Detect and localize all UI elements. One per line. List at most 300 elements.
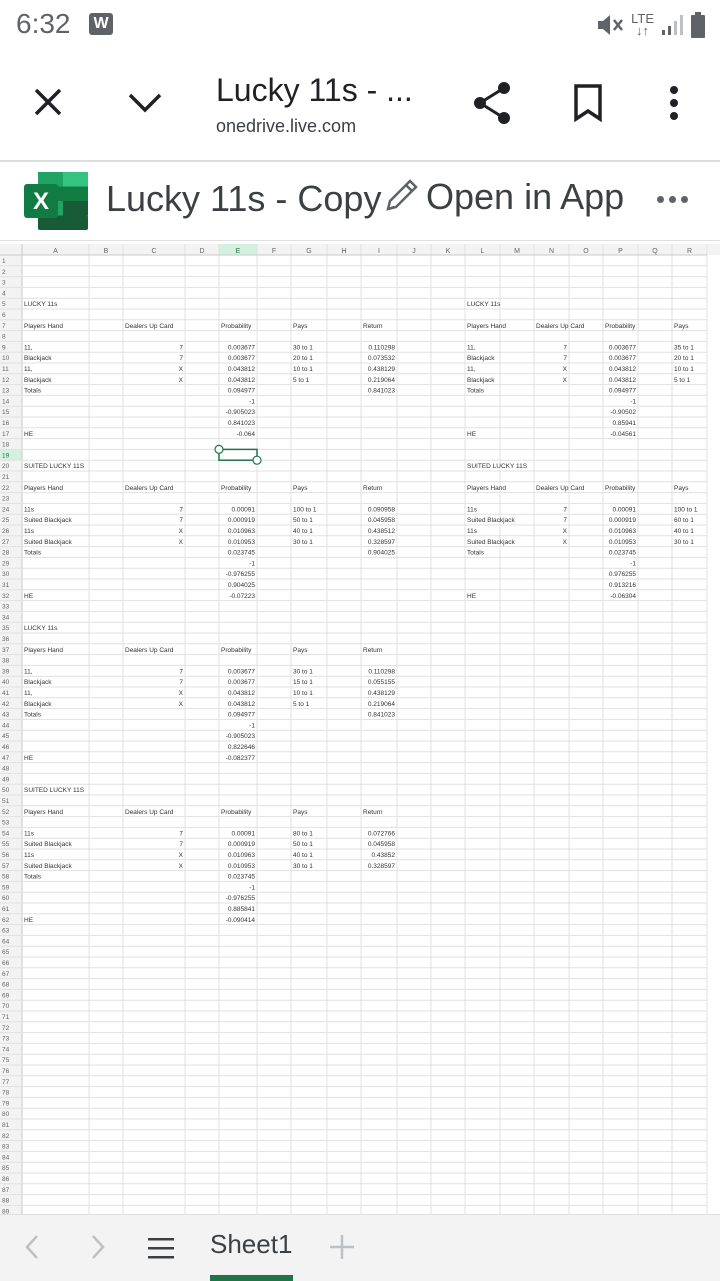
cell-A11[interactable]: 11, [24, 366, 33, 373]
cell-E15[interactable]: -0.905023 [225, 409, 255, 417]
cell-L7[interactable]: Players Hand [467, 322, 507, 330]
cell-E14[interactable]: -1 [249, 398, 255, 406]
row-header-15[interactable]: 15 [2, 409, 10, 417]
row-header-24[interactable]: 24 [2, 506, 10, 514]
row-header-31[interactable]: 31 [2, 582, 10, 589]
row-header-33[interactable]: 33 [2, 603, 10, 611]
cell-N25[interactable]: 7 [563, 517, 567, 525]
cell-A42[interactable]: Blackjack [24, 700, 52, 708]
row-header-27[interactable]: 27 [2, 538, 10, 546]
cell-E55[interactable]: 0.000919 [227, 841, 255, 849]
cell-A17[interactable]: HE [24, 430, 34, 438]
cell-C26[interactable]: X [178, 528, 183, 535]
cell-A55[interactable]: Suited Blackjack [24, 841, 72, 849]
cell-E41[interactable]: 0.043812 [227, 690, 255, 697]
column-header-A[interactable]: A [53, 248, 58, 255]
cell-I24[interactable]: 0.090958 [367, 506, 395, 514]
row-header-76[interactable]: 76 [2, 1068, 10, 1075]
row-header-11[interactable]: 11 [2, 366, 9, 373]
cell-E11[interactable]: 0.043812 [227, 366, 255, 373]
chevron-right-icon[interactable] [84, 1233, 112, 1261]
cell-N10[interactable]: 7 [563, 355, 567, 363]
cell-N11[interactable]: X [562, 366, 567, 373]
cell-E59[interactable]: -1 [249, 884, 255, 892]
column-header-B[interactable]: B [103, 248, 109, 255]
cell-E42[interactable]: 0.043812 [227, 700, 255, 708]
row-header-69[interactable]: 69 [2, 992, 10, 1000]
row-header-16[interactable]: 16 [2, 420, 10, 427]
cell-P27[interactable]: 0.010953 [608, 538, 636, 546]
cell-I40[interactable]: 0.055155 [367, 679, 395, 687]
row-header-84[interactable]: 84 [2, 1154, 10, 1162]
cell-P12[interactable]: 0.043812 [608, 376, 636, 384]
cell-E17[interactable]: -0.064 [236, 430, 255, 438]
cell-C12[interactable]: X [178, 376, 183, 384]
active-cell-selection[interactable] [219, 449, 257, 460]
row-header-88[interactable]: 88 [2, 1197, 10, 1205]
row-header-3[interactable]: 3 [2, 279, 6, 287]
row-header-22[interactable]: 22 [2, 484, 10, 492]
cell-I37[interactable]: Return [363, 646, 383, 654]
cell-E16[interactable]: 0.841023 [227, 420, 255, 427]
chevron-down-icon[interactable] [124, 86, 166, 120]
cell-I9[interactable]: 0.110298 [368, 344, 395, 352]
cell-E58[interactable]: 0.023745 [227, 873, 255, 881]
cell-G57[interactable]: 30 to 1 [293, 862, 313, 870]
cell-I52[interactable]: Return [363, 808, 383, 816]
cell-G55[interactable]: 50 to 1 [293, 841, 313, 849]
cell-G12[interactable]: 5 to 1 [293, 376, 310, 384]
cell-R24[interactable]: 100 to 1 [674, 506, 698, 514]
row-header-79[interactable]: 79 [2, 1100, 10, 1108]
cell-R22[interactable]: Pays [674, 484, 689, 492]
row-header-21[interactable]: 21 [2, 474, 10, 481]
cell-E31[interactable]: 0.904025 [227, 582, 255, 589]
column-header-Q[interactable]: Q [652, 248, 658, 255]
cell-I25[interactable]: 0.045958 [367, 517, 395, 525]
cell-C42[interactable]: X [178, 700, 183, 708]
row-header-36[interactable]: 36 [2, 636, 10, 643]
cell-R25[interactable]: 60 to 1 [674, 517, 694, 525]
row-header-2[interactable]: 2 [2, 268, 6, 276]
cell-I54[interactable]: 0.072766 [367, 830, 395, 838]
cell-E52[interactable]: Probability [221, 808, 252, 816]
cell-L27[interactable]: Suited Blackjack [467, 538, 515, 546]
row-header-25[interactable]: 25 [2, 517, 10, 525]
column-header-H[interactable]: H [341, 248, 347, 255]
spreadsheet-grid[interactable] [0, 244, 720, 1214]
cell-A54[interactable]: 11s [24, 830, 34, 838]
row-header-63[interactable]: 63 [2, 927, 10, 935]
row-header-19[interactable]: 19 [2, 452, 10, 460]
row-header-87[interactable]: 87 [2, 1186, 10, 1194]
cell-A56[interactable]: 11s [24, 852, 34, 859]
cell-N7[interactable]: Dealers Up Card [536, 322, 585, 330]
row-header-62[interactable]: 62 [2, 916, 10, 924]
cell-C7[interactable]: Dealers Up Card [125, 322, 174, 330]
column-header-M[interactable]: M [514, 248, 520, 255]
selection-handle-top-left[interactable] [215, 445, 223, 453]
cell-C55[interactable]: 7 [179, 841, 183, 849]
cell-I42[interactable]: 0.219064 [367, 700, 395, 708]
cell-I10[interactable]: 0.073532 [367, 355, 395, 363]
cell-N12[interactable]: X [562, 376, 567, 384]
close-icon[interactable] [28, 82, 68, 122]
cell-E28[interactable]: 0.023745 [227, 549, 255, 557]
row-header-77[interactable]: 77 [2, 1078, 10, 1086]
cell-I28[interactable]: 0.904025 [367, 549, 395, 557]
row-header-85[interactable]: 85 [2, 1165, 10, 1173]
row-header-80[interactable]: 80 [2, 1111, 10, 1119]
row-header-60[interactable]: 60 [2, 895, 10, 903]
cell-C24[interactable]: 7 [179, 506, 183, 514]
cell-G37[interactable]: Pays [293, 646, 308, 654]
cell-C11[interactable]: X [178, 366, 183, 373]
column-header-F[interactable]: F [271, 248, 277, 255]
cell-P14[interactable]: -1 [630, 398, 636, 406]
row-header-10[interactable]: 10 [2, 355, 10, 363]
cell-C40[interactable]: 7 [179, 679, 183, 687]
cell-G56[interactable]: 40 to 1 [293, 852, 313, 859]
cell-A10[interactable]: Blackjack [24, 355, 52, 363]
cell-P7[interactable]: Probability [605, 322, 636, 330]
column-header-G[interactable]: G [306, 248, 312, 255]
column-header-L[interactable]: L [480, 248, 485, 255]
cell-R9[interactable]: 35 to 1 [674, 344, 694, 352]
cell-P11[interactable]: 0.043812 [608, 366, 636, 373]
row-header-78[interactable]: 78 [2, 1089, 10, 1097]
cell-G24[interactable]: 100 to 1 [293, 506, 317, 514]
cell-E9[interactable]: 0.003677 [227, 344, 255, 352]
row-header-75[interactable]: 75 [2, 1057, 10, 1065]
column-header-N[interactable]: N [548, 248, 555, 255]
cell-L25[interactable]: Suited Blackjack [467, 517, 515, 525]
cell-G40[interactable]: 15 to 1 [293, 679, 313, 687]
bookmark-icon[interactable] [570, 82, 606, 124]
row-header-47[interactable]: 47 [2, 754, 10, 762]
column-header-O[interactable]: O [583, 248, 589, 255]
plus-icon[interactable] [328, 1233, 356, 1261]
cell-P17[interactable]: -0.04561 [610, 430, 636, 438]
row-header-58[interactable]: 58 [2, 873, 10, 881]
cell-A24[interactable]: 11s [24, 506, 34, 514]
cell-A37[interactable]: Players Hand [24, 646, 64, 654]
row-header-49[interactable]: 49 [2, 776, 10, 784]
cell-R11[interactable]: 10 to 1 [674, 366, 694, 373]
cell-G10[interactable]: 20 to 1 [293, 355, 313, 363]
cell-A27[interactable]: Suited Blackjack [24, 538, 72, 546]
row-header-66[interactable]: 66 [2, 960, 10, 967]
cell-A20[interactable]: SUITED LUCKY 11S [24, 463, 85, 471]
cell-E37[interactable]: Probability [221, 646, 252, 654]
cell-C27[interactable]: X [178, 538, 183, 546]
cell-N27[interactable]: X [562, 538, 567, 546]
column-header-R[interactable]: R [686, 248, 693, 255]
cell-E13[interactable]: 0.094977 [227, 387, 255, 395]
column-header-C[interactable]: C [151, 248, 157, 255]
row-header-55[interactable]: 55 [2, 841, 10, 849]
cell-I12[interactable]: 0.219064 [367, 376, 395, 384]
column-header-E[interactable]: E [235, 248, 241, 255]
chevron-left-icon[interactable] [18, 1233, 46, 1261]
row-header-89[interactable]: 89 [2, 1208, 10, 1214]
cell-I56[interactable]: 0.43852 [371, 852, 395, 859]
sheet-tab-sheet1[interactable]: Sheet1 [210, 1229, 293, 1259]
cell-E7[interactable]: Probability [221, 322, 252, 330]
cell-A26[interactable]: 11s [24, 528, 34, 535]
row-header-61[interactable]: 61 [2, 906, 10, 913]
column-header-J[interactable]: J [412, 248, 416, 255]
cell-A52[interactable]: Players Hand [24, 808, 64, 816]
cell-P9[interactable]: 0.003677 [608, 344, 636, 352]
row-header-38[interactable]: 38 [2, 657, 10, 665]
cell-L28[interactable]: Totals [467, 549, 484, 557]
row-header-74[interactable]: 74 [2, 1046, 10, 1054]
cell-P31[interactable]: 0.913216 [608, 582, 636, 589]
cell-R12[interactable]: 5 to 1 [674, 376, 691, 384]
cell-L17[interactable]: HE [467, 430, 477, 438]
row-header-56[interactable]: 56 [2, 852, 10, 859]
column-header-I[interactable]: I [378, 248, 380, 255]
cell-I11[interactable]: 0.438129 [367, 366, 395, 373]
cell-C22[interactable]: Dealers Up Card [125, 484, 174, 492]
cell-A13[interactable]: Totals [24, 387, 41, 395]
cell-C39[interactable]: 7 [179, 668, 183, 676]
cell-G11[interactable]: 10 to 1 [293, 366, 313, 373]
cell-N24[interactable]: 7 [563, 506, 567, 514]
cell-A7[interactable]: Players Hand [24, 322, 64, 330]
row-header-86[interactable]: 86 [2, 1176, 10, 1183]
cell-L20[interactable]: SUITED LUCKY 11S [467, 463, 528, 471]
cell-P25[interactable]: 0.000919 [608, 517, 636, 525]
cell-G26[interactable]: 40 to 1 [293, 528, 313, 535]
cell-E56[interactable]: 0.010963 [227, 852, 255, 859]
row-header-30[interactable]: 30 [2, 571, 10, 579]
cell-E44[interactable]: -1 [249, 722, 255, 730]
row-header-43[interactable]: 43 [2, 711, 10, 719]
row-header-7[interactable]: 7 [2, 322, 6, 330]
row-header-54[interactable]: 54 [2, 830, 10, 838]
cell-E57[interactable]: 0.010953 [227, 862, 255, 870]
column-header-D[interactable]: D [199, 248, 205, 255]
cell-G54[interactable]: 80 to 1 [293, 830, 313, 838]
row-header-37[interactable]: 37 [2, 646, 10, 654]
row-header-12[interactable]: 12 [2, 376, 10, 384]
row-header-1[interactable]: 1 [2, 258, 6, 265]
cell-E30[interactable]: -0.976255 [225, 571, 255, 579]
grid-canvas[interactable] [0, 244, 720, 1214]
row-header-70[interactable]: 70 [2, 1003, 10, 1011]
cell-P26[interactable]: 0.010963 [608, 528, 636, 535]
cell-C10[interactable]: 7 [179, 355, 183, 363]
row-header-64[interactable]: 64 [2, 938, 10, 946]
more-options-icon[interactable] [652, 184, 692, 214]
cell-I22[interactable]: Return [363, 484, 383, 492]
cell-A39[interactable]: 11, [24, 668, 33, 676]
cell-P22[interactable]: Probability [605, 484, 636, 492]
row-header-59[interactable]: 59 [2, 884, 10, 892]
row-header-42[interactable]: 42 [2, 700, 10, 708]
cell-I55[interactable]: 0.045958 [367, 841, 395, 849]
cell-L5[interactable]: LUCKY 11s [467, 301, 501, 309]
row-header-53[interactable]: 53 [2, 819, 10, 827]
row-header-20[interactable]: 20 [2, 463, 10, 471]
row-header-14[interactable]: 14 [2, 398, 10, 406]
cell-N26[interactable]: X [562, 528, 567, 535]
cell-R10[interactable]: 20 to 1 [674, 355, 694, 363]
cell-N9[interactable]: 7 [563, 344, 567, 352]
cell-P29[interactable]: -1 [630, 560, 636, 568]
open-in-app-button[interactable] [380, 176, 624, 218]
cell-A32[interactable]: HE [24, 592, 34, 600]
row-header-57[interactable]: 57 [2, 862, 10, 870]
row-header-28[interactable]: 28 [2, 549, 10, 557]
cell-G25[interactable]: 50 to 1 [293, 517, 313, 525]
cell-E54[interactable]: 0.00091 [231, 830, 255, 838]
cell-I41[interactable]: 0.438129 [367, 690, 395, 697]
share-icon[interactable] [470, 80, 514, 126]
cell-I13[interactable]: 0.841023 [367, 387, 395, 395]
cell-R27[interactable]: 30 to 1 [674, 538, 694, 546]
row-header-5[interactable]: 5 [2, 301, 6, 309]
cell-E46[interactable]: 0.822646 [227, 744, 255, 751]
cell-E27[interactable]: 0.010953 [227, 538, 255, 546]
row-header-51[interactable]: 51 [2, 798, 10, 805]
cell-C9[interactable]: 7 [179, 344, 183, 352]
cell-C25[interactable]: 7 [179, 517, 183, 525]
cell-G42[interactable]: 5 to 1 [293, 700, 310, 708]
cell-I27[interactable]: 0.328597 [367, 538, 395, 546]
cell-E39[interactable]: 0.003677 [227, 668, 255, 676]
cell-G41[interactable]: 10 to 1 [293, 690, 313, 697]
cell-I7[interactable]: Return [363, 322, 383, 330]
row-header-34[interactable]: 34 [2, 614, 10, 622]
menu-icon[interactable] [146, 1233, 176, 1263]
row-header-40[interactable]: 40 [2, 679, 10, 687]
cell-P24[interactable]: 0.00091 [612, 506, 636, 514]
cell-G39[interactable]: 30 to 1 [293, 668, 313, 676]
cell-C37[interactable]: Dealers Up Card [125, 646, 174, 654]
row-header-32[interactable]: 32 [2, 592, 10, 600]
cell-I57[interactable]: 0.328597 [367, 862, 395, 870]
row-header-50[interactable]: 50 [2, 787, 10, 795]
column-header-P[interactable]: P [618, 248, 623, 255]
row-header-82[interactable]: 82 [2, 1132, 10, 1140]
row-header-8[interactable]: 8 [2, 333, 6, 341]
column-header-K[interactable]: K [445, 248, 451, 255]
cell-P15[interactable]: -0.90502 [610, 409, 636, 417]
row-header-44[interactable]: 44 [2, 722, 10, 730]
cell-A22[interactable]: Players Hand [24, 484, 64, 492]
cell-E32[interactable]: -0.07223 [229, 592, 255, 600]
cell-E43[interactable]: 0.094977 [227, 711, 255, 719]
cell-N22[interactable]: Dealers Up Card [536, 484, 585, 492]
row-header-68[interactable]: 68 [2, 981, 10, 989]
row-header-17[interactable]: 17 [2, 430, 10, 438]
cell-E61[interactable]: 0.885841 [227, 906, 255, 913]
cell-E29[interactable]: -1 [249, 560, 255, 568]
more-vert-icon[interactable] [660, 82, 688, 124]
cell-E10[interactable]: 0.003677 [227, 355, 255, 363]
cell-A50[interactable]: SUITED LUCKY 11S [24, 787, 85, 795]
row-header-73[interactable]: 73 [2, 1035, 10, 1043]
cell-E40[interactable]: 0.003677 [227, 679, 255, 687]
cell-C52[interactable]: Dealers Up Card [125, 808, 174, 816]
row-header-4[interactable]: 4 [2, 290, 6, 298]
cell-A5[interactable]: LUCKY 11s [24, 301, 58, 309]
cell-P32[interactable]: -0.06304 [610, 592, 636, 600]
row-header-39[interactable]: 39 [2, 668, 10, 676]
row-header-71[interactable]: 71 [2, 1014, 10, 1021]
row-header-83[interactable]: 83 [2, 1143, 10, 1151]
cell-P13[interactable]: 0.094977 [608, 387, 636, 395]
cell-E62[interactable]: -0.090414 [225, 916, 255, 924]
cell-A25[interactable]: Suited Blackjack [24, 517, 72, 525]
cell-P10[interactable]: 0.003677 [608, 355, 636, 363]
row-header-13[interactable]: 13 [2, 387, 10, 395]
cell-P30[interactable]: 0.976255 [608, 571, 636, 579]
row-header-23[interactable]: 23 [2, 495, 10, 503]
row-header-35[interactable]: 35 [2, 625, 10, 633]
cell-L24[interactable]: 11s [467, 506, 477, 514]
cell-R26[interactable]: 40 to 1 [674, 528, 694, 535]
cell-R7[interactable]: Pays [674, 322, 689, 330]
row-header-48[interactable]: 48 [2, 765, 10, 773]
cell-C56[interactable]: X [178, 852, 183, 859]
row-header-65[interactable]: 65 [2, 949, 10, 957]
row-header-67[interactable]: 67 [2, 970, 10, 978]
row-header-45[interactable]: 45 [2, 733, 10, 741]
cell-A62[interactable]: HE [24, 916, 34, 924]
cell-L32[interactable]: HE [467, 592, 477, 600]
row-header-26[interactable]: 26 [2, 528, 10, 535]
cell-A35[interactable]: LUCKY 11s [24, 625, 58, 633]
cell-E24[interactable]: 0.00091 [231, 506, 255, 514]
cell-G27[interactable]: 30 to 1 [293, 538, 313, 546]
cell-I26[interactable]: 0.438512 [367, 528, 395, 535]
row-header-9[interactable]: 9 [2, 344, 6, 352]
cell-C54[interactable]: 7 [179, 830, 183, 838]
cell-P28[interactable]: 0.023745 [608, 549, 636, 557]
cell-L26[interactable]: 11s [467, 528, 477, 535]
cell-L11[interactable]: 11, [467, 366, 476, 373]
cell-A41[interactable]: 11, [24, 690, 33, 697]
cell-G22[interactable]: Pays [293, 484, 308, 492]
cell-I39[interactable]: 0.110298 [368, 668, 395, 676]
cell-A40[interactable]: Blackjack [24, 679, 52, 687]
row-header-29[interactable]: 29 [2, 560, 10, 568]
row-header-46[interactable]: 46 [2, 744, 10, 751]
cell-A12[interactable]: Blackjack [24, 376, 52, 384]
cell-A9[interactable]: 11, [24, 344, 33, 352]
cell-G9[interactable]: 30 to 1 [293, 344, 313, 352]
cell-E47[interactable]: -0.082377 [225, 754, 255, 762]
cell-L9[interactable]: 11, [467, 344, 476, 352]
cell-P16[interactable]: 0.85941 [612, 420, 636, 427]
cell-C41[interactable]: X [178, 690, 183, 697]
cell-I43[interactable]: 0.841023 [367, 711, 395, 719]
cell-L13[interactable]: Totals [467, 387, 484, 395]
cell-A47[interactable]: HE [24, 754, 34, 762]
row-header-18[interactable]: 18 [2, 441, 10, 449]
cell-E45[interactable]: -0.905023 [225, 733, 255, 741]
cell-G7[interactable]: Pays [293, 322, 308, 330]
cell-L10[interactable]: Blackjack [467, 355, 495, 363]
row-header-72[interactable]: 72 [2, 1024, 10, 1032]
cell-L22[interactable]: Players Hand [467, 484, 507, 492]
cell-C57[interactable]: X [178, 862, 183, 870]
cell-E26[interactable]: 0.010963 [227, 528, 255, 535]
